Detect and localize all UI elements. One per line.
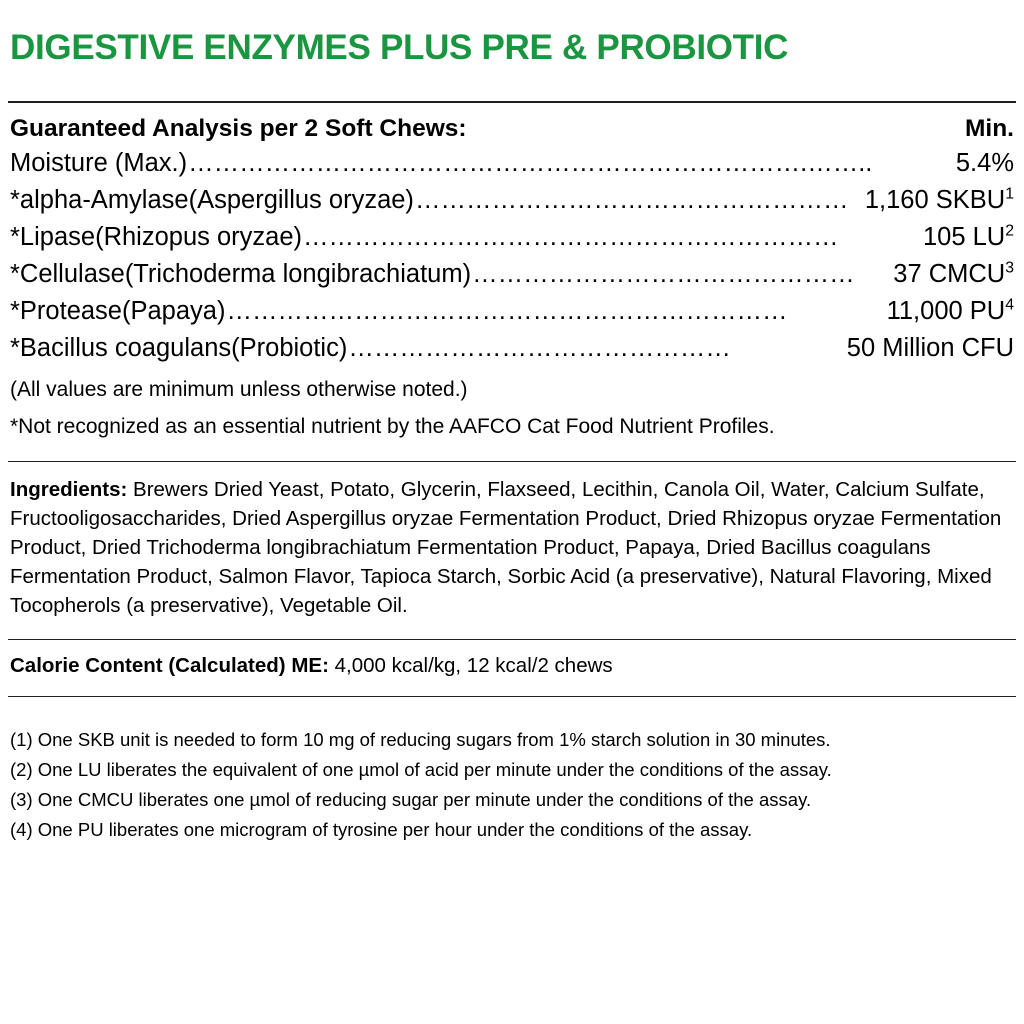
calorie-content-block [10,652,1014,681]
nutrient-value: 105 $LU^2$ [922,222,1014,251]
guaranteed-analysis-header [10,115,1014,143]
ingredients-text: Brewers Dried Yeast, Potato, Glycerin, Flaxseed, Lecithin, Canola Oil, Water, Calcium Sulfate, Fructooligosaccharides, Dried Aspergillus oryzae Fermentation Product, Dried Rhizopus oryzae Fermentation Product, Dried Trichoderma longibrachiatum Fermentation Product, Papaya, Dried Bacillus coagulans Fermentation Product, Salmon Flavor, Tapioca Starch, Sorbic Acid (a preservative), Natural Flavoring, Mixed Tocopherols (a preservative), Vegetable Oil. [10,477,1002,617]
table-row [10,256,1014,293]
guaranteed-analysis-heading: Guaranteed Analysis per 2 Soft Chews: [10,114,467,142]
nutrient-value: 37 CMCU$^3$ [893,259,1014,288]
divider-below-calorie [8,696,1016,697]
footnote-ref: 4 [1005,296,1014,314]
calorie-content-label: Calorie Content (Calculated) ME: [10,654,329,678]
aafco-note: *Not recognized as an essential nutrient by the AAFCO Cat Food Nutrient Profiles. [10,415,775,439]
calorie-content-value: 4,000 kcal/kg, 12 kcal/2 chews [328,654,613,678]
nutrient-value: 11,000 $PU^4$ [886,296,1014,325]
footnotes-block [10,725,1014,845]
divider-above-calorie [8,639,1016,640]
footnote-3: (3) One CMCU liberates one µmol of reducing sugar per minute under the conditions of the assay. [10,788,812,810]
leader-dots: ……………………………………………………………….…….. [188,148,873,177]
nutrient-value: 5.4% [955,148,1014,177]
nutrient-source: (Trichoderma longibrachiatum) [124,259,472,288]
divider-above-ingredients [8,461,1016,462]
footnote-ref: 1 [1005,185,1014,203]
nutrient-source: (Probiotic) [231,333,348,362]
nutrient-source: (Rhizopus oryzae) [95,222,302,251]
nutrient-name: Moisture (Max.) [10,148,188,177]
footnote-ref: 3 [1005,259,1014,277]
table-row [10,145,1014,182]
table-row [10,182,1014,219]
leader-dots: ………………………………………………………… [226,296,788,325]
guaranteed-analysis-column-label: Min. [965,114,1014,142]
table-row [10,330,1014,367]
nutrient-name: *Protease [10,296,122,325]
leader-dots: ……………………………………………………… [303,222,839,251]
nutrient-name: *Bacillus coagulans [10,333,232,362]
nutrient-name: *Lipase [10,222,96,251]
nutrient-value: 50 Million CFU [846,333,1014,362]
footnote-1: (1) One SKB unit is needed to form 10 mg of reducing sugars from 1% starch solution in 30 minutes. [10,728,831,750]
table-row [10,219,1014,256]
leader-dots: …………………………………………… [414,185,849,214]
leader-dots: ……………………………………… [348,333,731,362]
nutrient-value: 1,160 SKBU$^1$ [864,185,1014,214]
nutrient-name: *alpha-Amylase [10,185,189,214]
table-row [10,293,1014,330]
divider-under-title [8,101,1016,103]
leader-dots: ……………………………………… [472,259,855,288]
ingredients-block [10,475,1014,621]
footnote-4: (4) One PU liberates one microgram of tyrosine per hour under the conditions of the assay. [10,818,753,840]
minimum-values-note: (All values are minimum unless otherwise noted.) [10,377,468,401]
page-title: DIGESTIVE ENZYMES PLUS PRE & PROBIOTIC [10,28,789,67]
nutrient-name: *Cellulase [10,259,125,288]
ingredients-label: Ingredients: [10,477,128,501]
footnote-ref: 2 [1005,222,1014,240]
nutrient-source: (Papaya) [122,296,226,325]
footnote-2: (2) One LU liberates the equivalent of one µmol of acid per minute under the conditions of the assay. [10,758,832,780]
nutrient-source: (Aspergillus oryzae) [188,185,414,214]
